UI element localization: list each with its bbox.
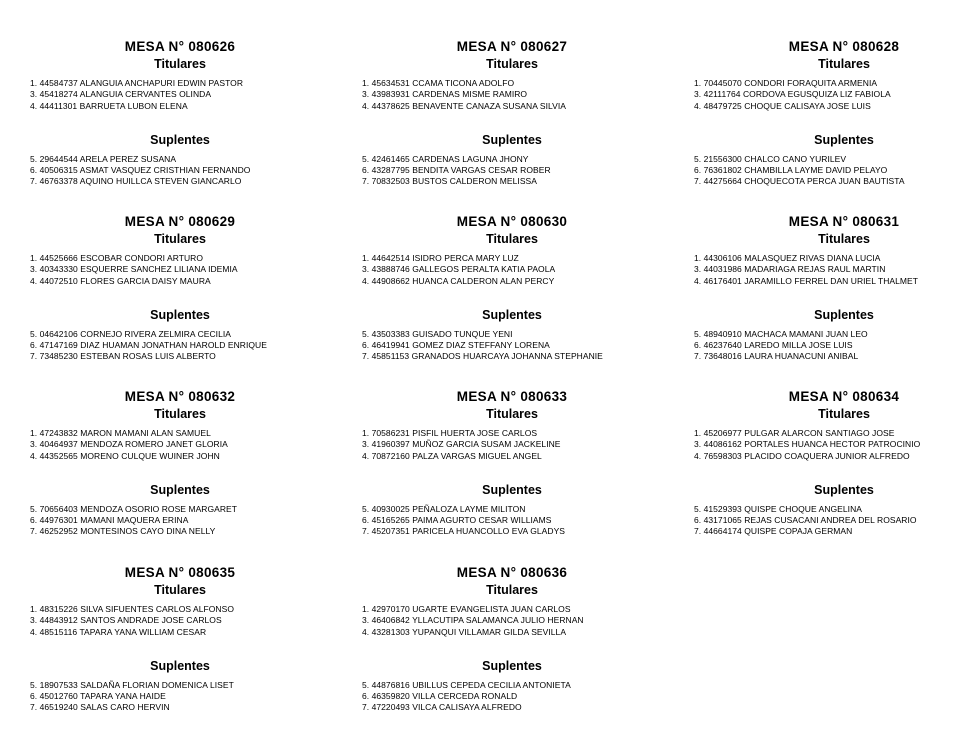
titulares-heading: Titulares bbox=[486, 407, 538, 421]
titulares-heading: Titulares bbox=[154, 232, 206, 246]
titulares-heading: Titulares bbox=[154, 583, 206, 597]
titular-item: 4. 44411301 BARRUETA LUBON ELENA bbox=[30, 100, 188, 111]
mesa-title: MESA N° 080627 bbox=[456, 39, 568, 54]
suplente-item: 7. 47220493 VILCA CALISAYA ALFREDO bbox=[362, 702, 522, 713]
titulares-list bbox=[362, 253, 662, 287]
mesa-block bbox=[694, 388, 960, 538]
suplente-item: 6. 43287795 BENDITA VARGAS CESAR ROBER bbox=[362, 165, 551, 176]
suplentes-list bbox=[694, 504, 960, 538]
suplentes-heading: Suplentes bbox=[482, 307, 542, 322]
mesa-title: MESA N° 080629 bbox=[124, 214, 236, 229]
suplentes-heading: Suplentes bbox=[814, 132, 874, 147]
titular-item: 3. 42111764 CORDOVA EGUSQUIZA LIZ FABIOLA bbox=[694, 89, 891, 100]
titular-item: 1. 44525666 ESCOBAR CONDORI ARTURO bbox=[30, 253, 204, 263]
mesa-title: MESA N° 080635 bbox=[124, 565, 236, 580]
suplentes-heading: Suplentes bbox=[482, 132, 542, 147]
titulares-heading: Titulares bbox=[486, 583, 538, 597]
titular-item: 4. 46176401 JARAMILLO FERREL DAN URIEL THALMET bbox=[694, 275, 919, 286]
titular-item: 1. 44642514 ISIDRO PERCA MARY LUZ bbox=[362, 253, 519, 263]
titular-item: 4. 48479725 CHOQUE CALISAYA JOSE LUIS bbox=[694, 100, 871, 111]
titulares-heading: Titulares bbox=[486, 57, 538, 71]
titulares-heading: Titulares bbox=[818, 407, 870, 421]
titulares-heading: Titulares bbox=[154, 57, 206, 71]
mesa-block bbox=[694, 38, 960, 188]
mesa-block bbox=[30, 38, 330, 188]
suplente-item: 5. 43503383 GUISADO TUNQUE YENI bbox=[362, 328, 513, 339]
suplentes-heading: Suplentes bbox=[814, 307, 874, 322]
titular-item: 1. 45206977 PULGAR ALARCON SANTIAGO JOSE bbox=[694, 428, 895, 438]
mesa-title: MESA N° 080633 bbox=[456, 389, 568, 404]
titular-item: 4. 44072510 FLORES GARCIA DAISY MAURA bbox=[30, 275, 211, 286]
titular-item: 4. 44908662 HUANCA CALDERON ALAN PERCY bbox=[362, 275, 555, 286]
titular-item: 3. 40343330 ESQUERRE SANCHEZ LILIANA IDEMIA bbox=[30, 264, 238, 275]
suplente-item: 5. 44876816 UBILLUS CEPEDA CECILIA ANTONIETA bbox=[362, 679, 571, 690]
suplentes-heading: Suplentes bbox=[150, 132, 210, 147]
suplente-item: 5. 48940910 MACHACA MAMANI JUAN LEO bbox=[694, 328, 868, 339]
suplente-item: 7. 73648016 LAURA HUANACUNI ANIBAL bbox=[694, 351, 859, 362]
titular-item: 1. 44306106 MALASQUEZ RIVAS DIANA LUCIA bbox=[694, 253, 881, 263]
titular-item: 3. 45418274 ALANGUIA CERVANTES OLINDA bbox=[30, 89, 212, 100]
titular-item: 1. 45634531 CCAMA TICONA ADOLFO bbox=[362, 78, 515, 88]
mesa-block bbox=[694, 213, 960, 363]
mesa-block bbox=[30, 564, 330, 714]
titular-item: 1. 70586231 PISFIL HUERTA JOSE CARLOS bbox=[362, 428, 538, 438]
titular-item: 3. 46406842 YLLACUTIPA SALAMANCA JULIO HERNAN bbox=[362, 615, 584, 626]
mesa-block bbox=[362, 564, 662, 714]
mesa-title: MESA N° 080628 bbox=[788, 39, 900, 54]
titulares-list bbox=[30, 428, 330, 462]
suplente-item: 7. 73485230 ESTEBAN ROSAS LUIS ALBERTO bbox=[30, 351, 216, 362]
titulares-list bbox=[30, 604, 330, 638]
titulares-list bbox=[694, 78, 960, 112]
titular-item: 1. 70445070 CONDORI FORAQUITA ARMENIA bbox=[694, 78, 878, 88]
suplente-item: 7. 46252952 MONTESINOS CAYO DINA NELLY bbox=[30, 526, 216, 537]
titular-item: 3. 43888746 GALLEGOS PERALTA KATIA PAOLA bbox=[362, 264, 556, 275]
mesa-title: MESA N° 080631 bbox=[788, 214, 900, 229]
mesa-block bbox=[362, 388, 662, 538]
mesa-block bbox=[30, 213, 330, 363]
suplentes-list bbox=[30, 680, 330, 714]
titulares-list bbox=[30, 78, 330, 112]
mesa-title: MESA N° 080636 bbox=[456, 565, 568, 580]
suplente-item: 5. 29644544 ARELA PEREZ SUSANA bbox=[30, 153, 177, 164]
titulares-list bbox=[362, 428, 662, 462]
suplente-item: 6. 40506315 ASMAT VASQUEZ CRISTHIAN FERNANDO bbox=[30, 165, 251, 176]
titulares-list bbox=[694, 253, 960, 287]
suplente-item: 6. 43171065 REJAS CUSACANI ANDREA DEL ROSARIO bbox=[694, 515, 917, 526]
titulares-list bbox=[30, 253, 330, 287]
suplentes-heading: Suplentes bbox=[150, 658, 210, 673]
suplente-item: 6. 46359820 VILLA CERCEDA RONALD bbox=[362, 691, 518, 702]
titular-item: 3. 44031986 MADARIAGA REJAS RAUL MARTIN bbox=[694, 264, 886, 275]
suplente-item: 5. 41529393 QUISPE CHOQUE ANGELINA bbox=[694, 503, 862, 514]
suplente-item: 6. 46237640 LAREDO MILLA JOSE LUIS bbox=[694, 340, 853, 351]
titular-item: 1. 42970170 UGARTE EVANGELISTA JUAN CARLOS bbox=[362, 604, 571, 614]
suplentes-list bbox=[362, 329, 662, 363]
titulares-list bbox=[694, 428, 960, 462]
titulares-heading: Titulares bbox=[818, 57, 870, 71]
titular-item: 3. 44843912 SANTOS ANDRADE JOSE CARLOS bbox=[30, 615, 222, 626]
suplente-item: 5. 21556300 CHALCO CANO YURILEV bbox=[694, 153, 847, 164]
suplentes-heading: Suplentes bbox=[482, 658, 542, 673]
titular-item: 1. 48315226 SILVA SIFUENTES CARLOS ALFONSO bbox=[30, 604, 234, 614]
suplente-item: 5. 04642106 CORNEJO RIVERA ZELMIRA CECILIA bbox=[30, 328, 231, 339]
titular-item: 4. 44352565 MORENO CULQUE WUINER JOHN bbox=[30, 450, 220, 461]
mesa-title: MESA N° 080634 bbox=[788, 389, 900, 404]
suplente-item: 5. 42461465 CARDENAS LAGUNA JHONY bbox=[362, 153, 529, 164]
titular-item: 4. 48515116 TAPARA YANA WILLIAM CESAR bbox=[30, 626, 207, 637]
titular-item: 3. 40464937 MENDOZA ROMERO JANET GLORIA bbox=[30, 439, 228, 450]
suplente-item: 6. 44976301 MAMANI MAQUERA ERINA bbox=[30, 515, 189, 526]
suplente-item: 7. 70832503 BUSTOS CALDERON MELISSA bbox=[362, 176, 537, 187]
suplentes-list bbox=[30, 329, 330, 363]
suplente-item: 7. 46763378 AQUINO HUILLCA STEVEN GIANCARLO bbox=[30, 176, 242, 187]
titular-item: 4. 76598303 PLACIDO COAQUERA JUNIOR ALFREDO bbox=[694, 450, 910, 461]
suplente-item: 7. 44664174 QUISPE COPAJA GERMAN bbox=[694, 526, 853, 537]
mesa-block bbox=[30, 388, 330, 538]
suplente-item: 5. 18907533 SALDAÑA FLORIAN DOMENICA LISET bbox=[30, 679, 234, 690]
mesa-title: MESA N° 080626 bbox=[124, 39, 236, 54]
titulares-list bbox=[362, 78, 662, 112]
mesa-block bbox=[362, 213, 662, 363]
titular-item: 3. 44086162 PORTALES HUANCA HECTOR PATROCINIO bbox=[694, 439, 921, 450]
titular-item: 1. 47243832 MARON MAMANI ALAN SAMUEL bbox=[30, 428, 211, 438]
suplentes-list bbox=[694, 329, 960, 363]
titular-item: 4. 70872160 PALZA VARGAS MIGUEL ANGEL bbox=[362, 450, 542, 461]
mesa-title: MESA N° 080630 bbox=[456, 214, 568, 229]
suplente-item: 7. 45207351 PARICELA HUANCOLLO EVA GLADYS bbox=[362, 526, 566, 537]
suplentes-list bbox=[30, 504, 330, 538]
suplente-item: 6. 46419941 GOMEZ DIAZ STEFFANY LORENA bbox=[362, 340, 550, 351]
titular-item: 4. 43281303 YUPANQUI VILLAMAR GILDA SEVILLA bbox=[362, 626, 567, 637]
suplente-item: 6. 76361802 CHAMBILLA LAYME DAVID PELAYO bbox=[694, 165, 888, 176]
suplentes-list bbox=[362, 504, 662, 538]
suplente-item: 6. 47147169 DIAZ HUAMAN JONATHAN HAROLD ENRIQUE bbox=[30, 340, 267, 351]
suplentes-list bbox=[362, 680, 662, 714]
titular-item: 4. 44378625 BENAVENTE CANAZA SUSANA SILVIA bbox=[362, 100, 566, 111]
suplente-item: 7. 46519240 SALAS CARO HERVIN bbox=[30, 702, 170, 713]
mesa-block bbox=[362, 38, 662, 188]
suplente-item: 5. 70656403 MENDOZA OSORIO ROSE MARGARET bbox=[30, 503, 238, 514]
suplente-item: 6. 45165265 PAIMA AGURTO CESAR WILLIAMS bbox=[362, 515, 552, 526]
suplente-item: 7. 44275664 CHOQUECOTA PERCA JUAN BAUTISTA bbox=[694, 176, 905, 187]
suplentes-heading: Suplentes bbox=[150, 482, 210, 497]
titular-item: 1. 44584737 ALANGUIA ANCHAPURI EDWIN PASTOR bbox=[30, 78, 244, 88]
suplentes-heading: Suplentes bbox=[814, 482, 874, 497]
titulares-heading: Titulares bbox=[818, 232, 870, 246]
titular-item: 3. 41960397 MUÑOZ GARCIA SUSAM JACKELINE bbox=[362, 439, 561, 450]
suplente-item: 5. 40930025 PEÑALOZA LAYME MILITON bbox=[362, 503, 526, 514]
titulares-list bbox=[362, 604, 662, 638]
mesa-title: MESA N° 080632 bbox=[124, 389, 236, 404]
suplentes-list bbox=[30, 154, 330, 188]
suplentes-heading: Suplentes bbox=[150, 307, 210, 322]
suplente-item: 6. 45012760 TAPARA YANA HAIDE bbox=[30, 691, 166, 702]
titular-item: 3. 43983931 CARDENAS MISME RAMIRO bbox=[362, 89, 528, 100]
suplente-item: 7. 45851153 GRANADOS HUARCAYA JOHANNA STEPHANIE bbox=[362, 351, 603, 362]
suplentes-heading: Suplentes bbox=[482, 482, 542, 497]
suplentes-list bbox=[694, 154, 960, 188]
suplentes-list bbox=[362, 154, 662, 188]
titulares-heading: Titulares bbox=[154, 407, 206, 421]
titulares-heading: Titulares bbox=[486, 232, 538, 246]
